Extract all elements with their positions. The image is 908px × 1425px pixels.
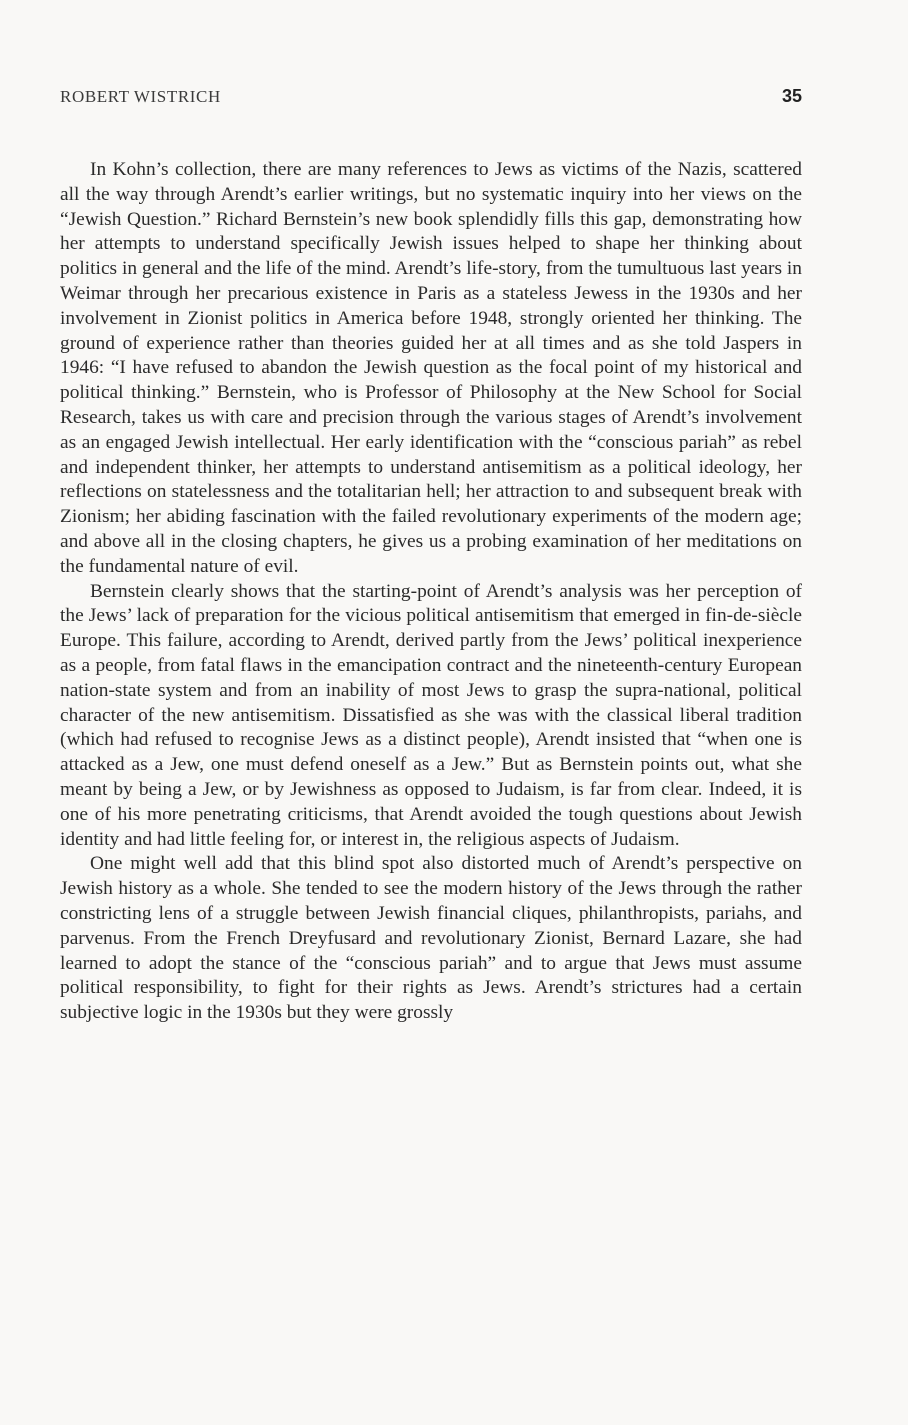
running-head-author: ROBERT WISTRICH xyxy=(60,87,221,106)
paragraph: In Kohn’s collection, there are many references to Jews as victims of the Nazis, scattered all the way through Arendt’s earlier writings, but no systematic inquiry into her views on the “Jewish Question.” Richard Bernstein’s new book splendidly fills this gap, demonstrating how her attempts to understand specifically Jewish issues helped to shape her thinking about politics in general and the life of the mind. Arendt’s life-story, from the tumultuous last years in Weimar through her precarious existence in Paris as a stateless Jewess in the 1930s and her involvement in Zionist politics in America before 1948, strongly oriented her thinking. The ground of experience rather than theories guided her at all times and as she told Jaspers in 1946: “I have refused to abandon the Jewish question as the focal point of my historical and political thinking.” Bernstein, who is Professor of Philosophy at the New School for Social Research, takes us with care and precision through the various stages of Arendt’s involvement as an engaged Jewish intellectual. Her early identification with the “conscious pariah” as rebel and independent thinker, her attempts to understand antisemitism as a political ideology, her reflections on statelessness and the totalitarian hell; her attraction to and subsequent break with Zionism; her abiding fascination with the failed revolutionary experiments of the modern age; and above all in the closing chapters, he gives us a probing examination of her meditations on the fundamental nature of evil. xyxy=(60,159,802,577)
page-number: 35 xyxy=(781,86,802,106)
body-text xyxy=(60,158,802,1026)
paragraph: Bernstein clearly shows that the starting-point of Arendt’s analysis was her perception of the Jews’ lack of preparation for the vicious political antisemitism that emerged in fin-de-siècle Europe. This failure, according to Arendt, derived partly from the Jews’ political inexperience as a people, from fatal flaws in the emancipation contract and the nineteenth-century European nation-state system and from an inability of most Jews to grasp the supra-national, political character of the new antisemitism. Dissatisfied as she was with the classical liberal tradition (which had refused to recognise Jews as a distinct people), Arendt insisted that “when one is attacked as a Jew, one must defend oneself as a Jew.” But as Bernstein points out, what she meant by being a Jew, or by Jewishness as opposed to Judaism, is far from clear. Indeed, it is one of his more penetrating criticisms, that Arendt avoided the tough questions about Jewish identity and had little feeling for, or interest in, the religious aspects of Judaism. xyxy=(60,580,802,850)
paragraph: One might well add that this blind spot also distorted much of Arendt’s perspective on Jewish history as a whole. She tended to see the modern history of the Jews through the rather constricting lens of a struggle between Jewish financial cliques, philanthropists, pariahs, and parvenus. From the French Dreyfusard and revolutionary Zionist, Bernard Lazare, she had learned to adopt the stance of the “conscious pariah” and to argue that Jews must assume political responsibility, to fight for their rights as Jews. Arendt’s strictures had a certain subjective logic in the 1930s but they were grossly xyxy=(60,853,802,1024)
running-header xyxy=(60,86,802,107)
